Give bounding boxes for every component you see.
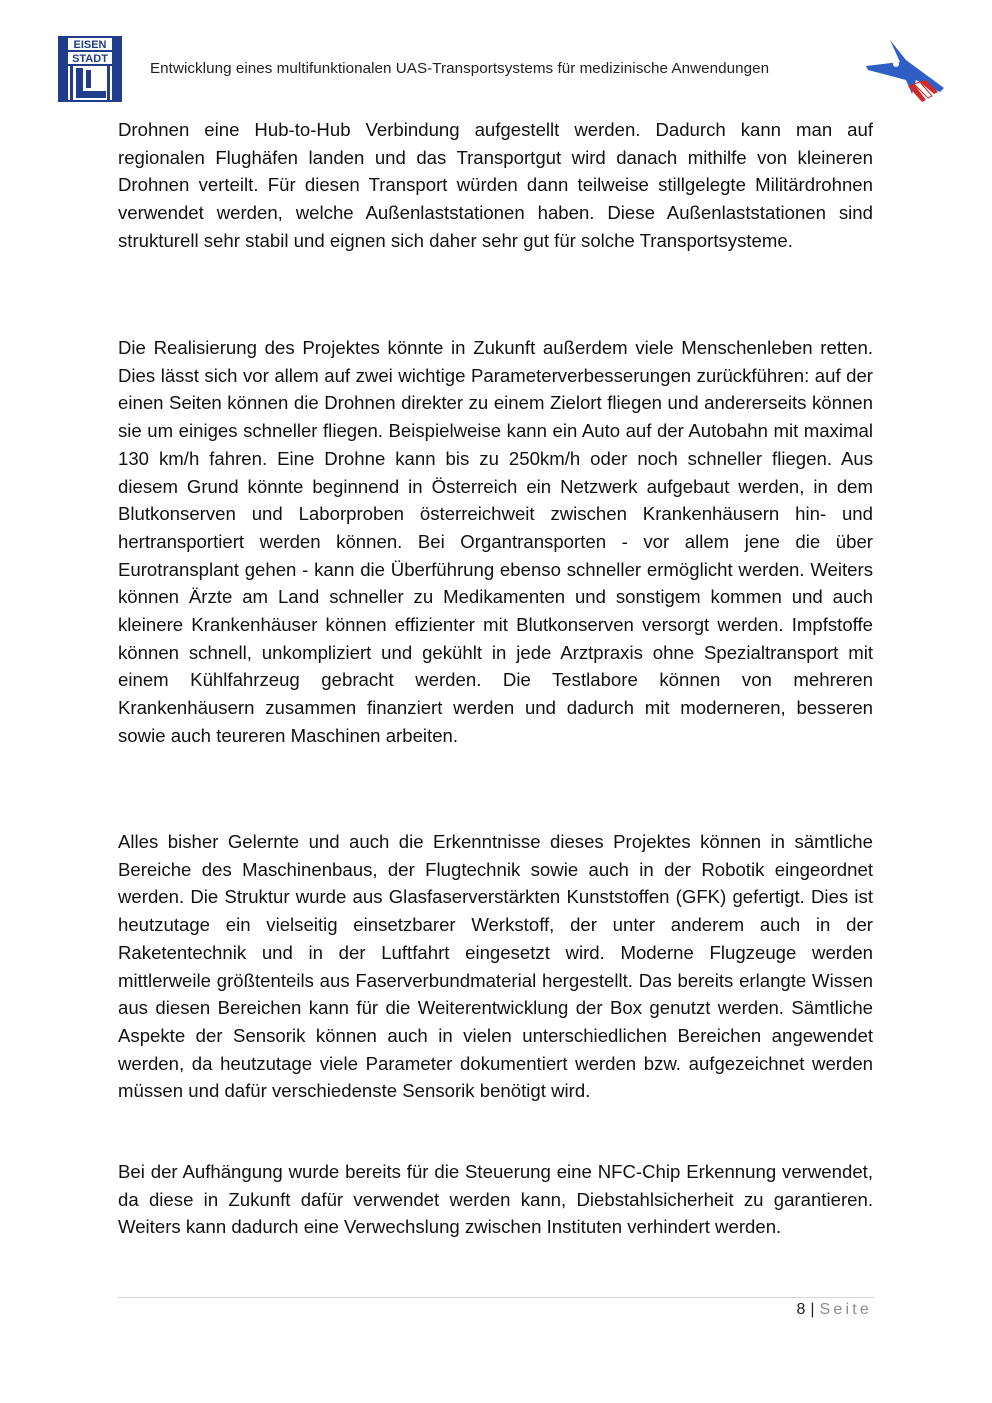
svg-text:STADT: STADT — [72, 53, 108, 65]
paragraph-1: Drohnen eine Hub-to-Hub Verbindung aufgestellt werden. Dadurch kann man auf regionalen Flughäfen landen und das Transportgut wird danach mithilfe von kleineren Drohnen verteilt. Für diesen Transport würden dann teilweise stillgelegte Militärdrohnen verwendet werden, welche Außenlaststationen haben. Diese Außenlaststationen sind strukturell sehr stabil und eignen sich daher sehr gut für solche Transportsysteme. — [118, 119, 873, 251]
svg-text:EISEN: EISEN — [73, 39, 107, 51]
header-title: Entwicklung eines multifunktionalen UAS-Transportsystems für medizinische Anwendungen — [150, 60, 770, 77]
paragraph-3: Alles bisher Gelernte und auch die Erkenntnisse dieses Projektes können in sämtliche Bereiche des Maschinenbaus, der Flugtechnik sowie auch in der Robotik eingeordnet werden. Die Struktur wurde aus Glasfaserverstärkten Kunststoffen (GFK) gefertigt. Dies ist heutzutage ein vielseitig einsetzbarer Werkstoff, der unter anderem auch in der Raketentechnik und in der Luftfahrt eingesetzt wird. Moderne Flugzeuge werden mittlerweile größtenteils aus Faserverbundmaterial hergestellt. Das bereits erlangte Wissen aus diesen Bereichen kann für die Weiterentwicklung der Box genutzt werden. Sämtliche Aspekte der Sensorik können auch in vielen unterschiedlichen Bereichen angewendet werden, da heutzutage viele Parameter dokumentiert werden bzw. aufgezeichnet werden müssen und dafür verschiedenste Sensorik benötigt wird. — [118, 831, 873, 1102]
page-footer — [796, 1301, 872, 1319]
page-header — [0, 0, 992, 110]
page-number: 8 — [796, 1301, 806, 1318]
footer-separator: | — [810, 1301, 815, 1318]
paragraph-4: Bei der Aufhängung wurde bereits für die Steuerung eine NFC-Chip Erkennung verwendet, da diese in Zukunft dafür verwendet werden kann, Diebstahlsicherheit zu garantieren. Weiters kann dadurch eine Verwechslung zwischen Instituten verhindert werden. — [118, 1161, 873, 1238]
page-label: Seite — [819, 1301, 872, 1318]
paragraph-2: Die Realisierung des Projektes könnte in Zukunft außerdem viele Menschenleben retten. Dies lässt sich vor allem auf zwei wichtige Parameterverbesserungen zurückführen: auf der einen Seiten können die Drohnen direkter zu einem Zielort fliegen und andererseits können sie um einiges schneller fliegen. Beispielweise kann ein Auto auf der Autobahn mit maximal 130 km/h fahren. Eine Drohne kann bis zu 250km/h oder noch schneller fliegen. Aus diesem Grund könnte beginnend in Österreich ein Netzwerk aufgebaut werden, in dem Blutkonserven und Laborproben österreichweit zwischen Krankenhäusern hin- und hertransportiert werden können. Bei Organtransporten - vor allem jene die über Eurotransplant gehen - kann die Überführung ebenso schneller ermöglicht werden. Weiters können Ärzte am Land schneller zu Medikamenten und sonstigem kommen und auch kleinere Krankenhäuser können effizienter mit Blutkonserven versorgt werden. Impfstoffe können schnell, unkompliziert und gekühlt in jede Arztpraxis ohne Spezialtransport mit einem Kühlfahrzeug gebracht werden. Die Testlabore können von mehreren Krankenhäusern zusammen finanziert werden und dadurch mit moderneren, besseren sowie auch teureren Maschinen arbeiten. — [118, 337, 873, 746]
footer-divider — [118, 1297, 874, 1298]
drone-logo-icon — [860, 36, 948, 108]
school-logo-icon — [58, 36, 122, 102]
